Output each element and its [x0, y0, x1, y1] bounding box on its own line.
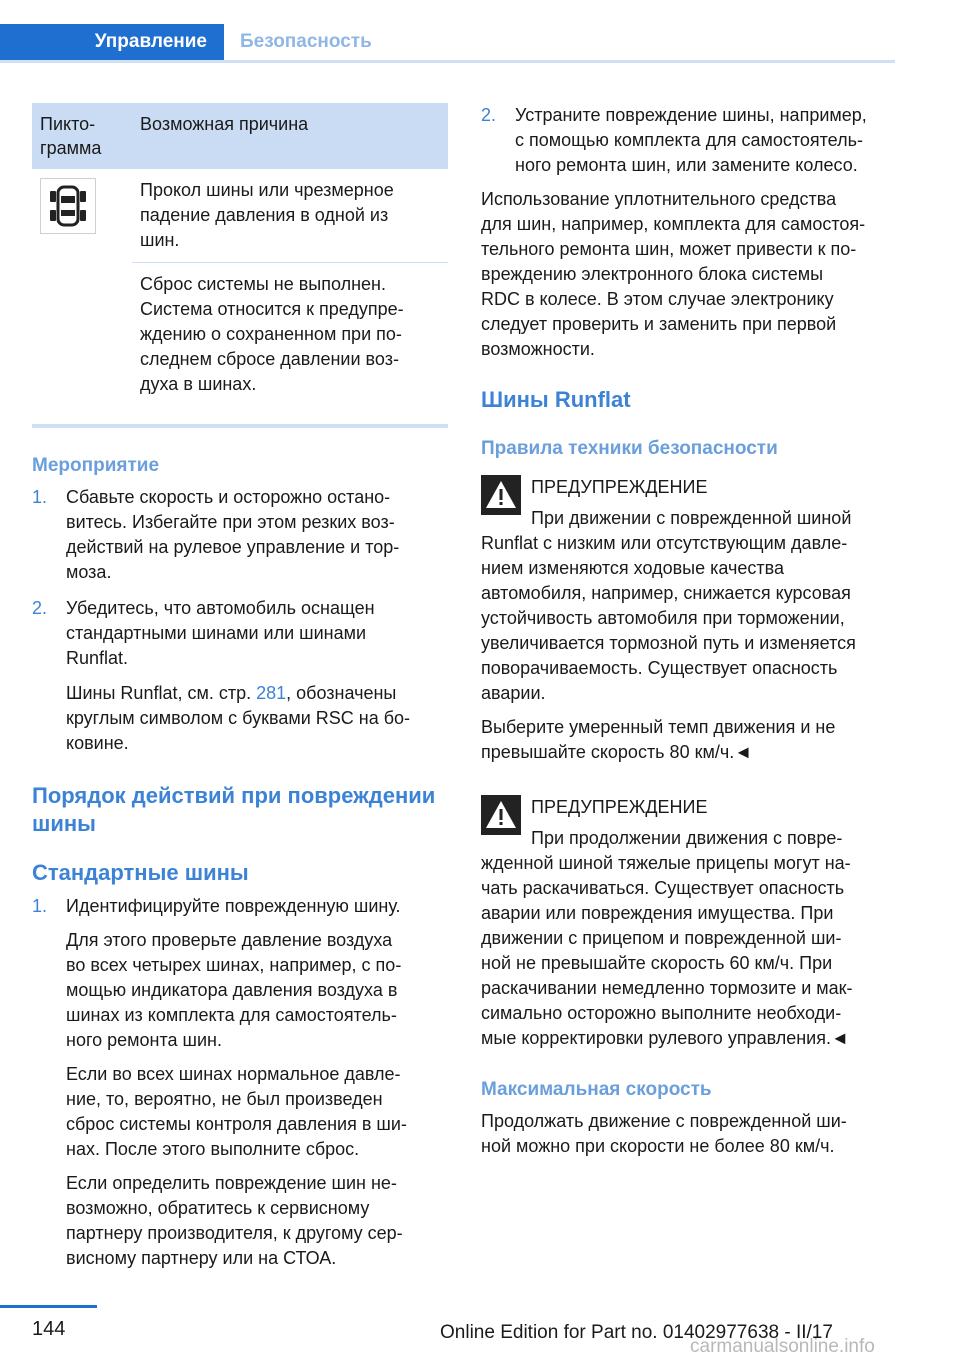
warning-block — [481, 475, 895, 531]
paragraph: Если определить повреждение шин не- возможно, обратитесь к сервисному партнеру производителя, к другому сер- висному партнеру или на СТОА. — [66, 1173, 403, 1268]
edition-text: Online Edition for Part no. 01402977638 - II/17 — [440, 1322, 833, 1343]
max-speed-heading: Максимальная скорость — [481, 1079, 712, 1100]
warning-icon — [481, 475, 521, 515]
tab-safety[interactable]: Безопасность — [240, 31, 372, 52]
list-item — [32, 485, 448, 585]
pictogram-table — [32, 103, 448, 406]
header-divider — [0, 60, 895, 63]
warning-text: жденной шиной тяжелые прицепы могут на- чать раскачиваться. Существует опасность аварии или повреждения имущества. При движении с прицепом и поврежденной ши- ной не превышайте скорость 60 км/ч. При раскачивании немедленно тормозите и мак- симально осторожно выполните необходи- мые корректировки рулевого управления.◄ — [481, 853, 853, 1048]
list-text: Идентифицируйте поврежденную шину. — [66, 896, 401, 916]
runflat-note: Шины Runflat, см. стр. 281, обозначены круглым символом с буквами RSC на бо- ковине. — [66, 683, 411, 753]
safety-heading: Правила техники безопасности — [481, 438, 778, 459]
left-column — [32, 103, 448, 1271]
warning-text: Runflat с низким или отсутствующим давле- нием изменяются ходовые качества автомобиля, например, снижается курсовая устойчивость автомобиля при торможении, увеличивается тормозной путь и изменяется поворачиваемость. Существует опасность аварии. — [481, 533, 856, 703]
warning-title: ПРЕДУПРЕЖДЕНИЕ — [531, 477, 708, 497]
warning-title: ПРЕДУПРЕЖДЕНИЕ — [531, 797, 708, 817]
page-number: 144 — [32, 1318, 66, 1340]
runflat-heading: Шины Runflat — [481, 387, 631, 412]
list-number: 2. — [481, 105, 497, 125]
table-cell-icon — [32, 169, 132, 406]
measures-heading: Мероприятие — [32, 455, 160, 476]
watermark: carmanualsonline.info — [690, 1336, 875, 1357]
list-item — [32, 596, 448, 671]
list-number: 1. — [32, 896, 48, 916]
warning-text-lead: При движении с поврежденной шиной — [531, 508, 852, 528]
list-number: 1. — [32, 487, 48, 507]
tab-controls[interactable]: Управление — [0, 24, 224, 60]
max-speed-text: Продолжать движение с поврежденной ши- ной можно при скорости не более 80 км/ч. — [481, 1111, 847, 1156]
warning-icon — [481, 795, 521, 835]
page-header — [0, 0, 895, 62]
list-text: Устраните повреждение шины, например, с помощью комплекта для самостоятель- ного ремонта шин, или замените колесо. — [515, 105, 867, 175]
list-text: Убедитесь, что автомобиль оснащен стандартными шинами или шинами Runflat. — [66, 598, 375, 668]
tire-pressure-car-icon — [40, 178, 96, 234]
table-cell-cause-2: Сброс системы не выполнен. Система относится к предупре- ждению о сохраненном при по- следнем сбросе давлении воз- духа в шинах. — [132, 263, 448, 407]
warning-text-lead: При продолжении движения с повре- — [531, 828, 843, 848]
table-header-pictogram: Пикто- грамма — [32, 103, 132, 169]
table-header-cause: Возможная причина — [132, 103, 448, 169]
list-number: 2. — [32, 598, 48, 618]
right-column — [481, 103, 895, 1159]
table-cell-cause-1: Прокол шины или чрезмерное падение давления в одной из шин. — [140, 180, 394, 250]
paragraph: Для этого проверьте давление воздуха во всех четырех шинах, например, с по- мощью индикатора давления воздуха в шинах из комплекта для самостоятель- ного ремонта шин. — [66, 930, 402, 1050]
procedure-heading: Порядок действий при повреждении шины — [32, 783, 436, 836]
list-item — [481, 103, 895, 178]
section-divider — [32, 424, 448, 428]
standard-tires-heading: Стандартные шины — [32, 860, 249, 885]
warning-advice: Выберите умеренный темп движения и не превышайте скорость 80 км/ч.◄ — [481, 717, 836, 762]
footer-accent-line — [0, 1305, 97, 1308]
paragraph: Если во всех шинах нормальное давле- ние, то, вероятно, не был произведен сброс системы контроля давления в ши- нах. После этого выполните сброс. — [66, 1064, 407, 1159]
list-text: Сбавьте скорость и осторожно остано- витесь. Избегайте при этом резких воз- действий на рулевое управление и тор- моза. — [66, 487, 400, 582]
sealant-paragraph: Использование уплотнительного средства для шин, например, комплекта для самостоя- тельного ремонта шин, может привести к по- вреждению электронного блока системы RDC в колесе. В этом случае электронику следует проверить и заменить при первой возможности. — [481, 189, 866, 359]
warning-block — [481, 795, 895, 851]
list-item — [32, 894, 448, 919]
page-link[interactable]: 281 — [256, 683, 287, 703]
